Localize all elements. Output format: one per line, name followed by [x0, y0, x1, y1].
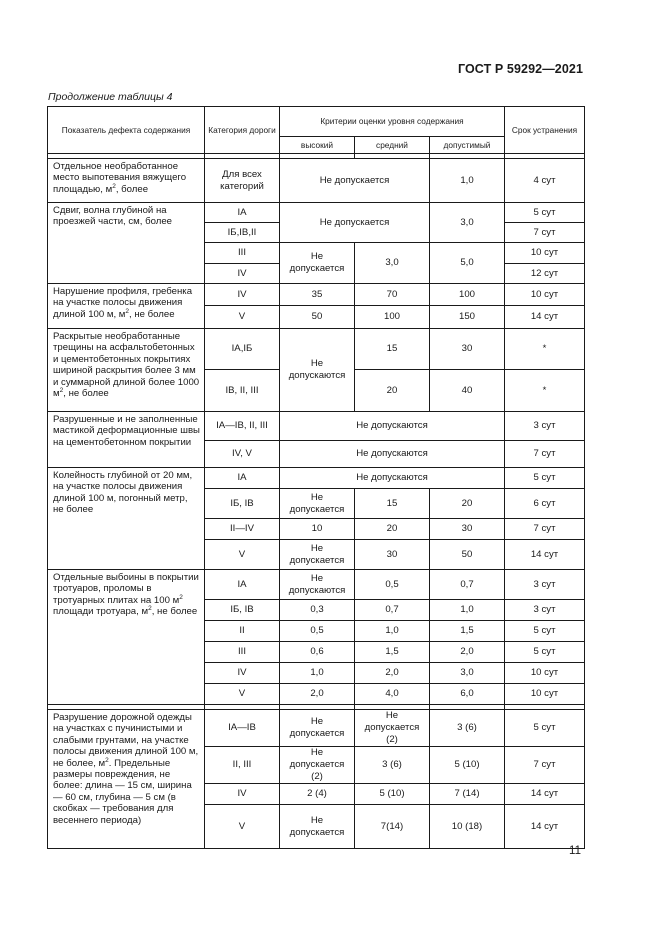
acceptable-cell: 5,0: [430, 243, 505, 284]
high-cell: 35: [280, 284, 355, 306]
category-cell: III: [205, 243, 280, 264]
medium-cell: 0,7: [355, 600, 430, 621]
category-cell: V: [205, 306, 280, 329]
term-cell: 14 сут: [505, 805, 585, 849]
high-cell: Не допускается: [280, 710, 355, 747]
medium-cell: 1,5: [355, 642, 430, 663]
acceptable-cell: 5 (10): [430, 747, 505, 784]
medium-cell: 20: [355, 519, 430, 540]
acceptable-cell: 3 (6): [430, 710, 505, 747]
acceptable-cell: 30: [430, 329, 505, 370]
high-cell: 1,0: [280, 663, 355, 684]
high-cell: Не допускаются: [280, 570, 355, 600]
category-cell: IБ,IB,II: [205, 223, 280, 243]
indicator-cell: Сдвиг, волна глубиной на проезжей части, см, более: [48, 203, 205, 284]
header-term: Срок устранения: [505, 107, 585, 154]
table-row: [48, 570, 585, 600]
category-cell: Для всех категорий: [205, 159, 280, 203]
medium-cell: Не допускается (2): [355, 710, 430, 747]
acceptable-cell: 20: [430, 489, 505, 519]
high-cell: 0,6: [280, 642, 355, 663]
table-row: [48, 159, 585, 203]
acceptable-cell: 10 (18): [430, 805, 505, 849]
term-cell: 7 сут: [505, 441, 585, 468]
category-cell: IA: [205, 468, 280, 489]
medium-cell: 70: [355, 284, 430, 306]
term-cell: 7 сут: [505, 747, 585, 784]
high-cell: 0,5: [280, 621, 355, 642]
acceptable-cell: 1,5: [430, 621, 505, 642]
table-row: [48, 329, 585, 370]
term-cell: 6 сут: [505, 489, 585, 519]
category-cell: IV: [205, 284, 280, 306]
acceptable-cell: 2,0: [430, 642, 505, 663]
category-cell: IV: [205, 264, 280, 284]
category-cell: IV: [205, 663, 280, 684]
acceptable-cell: 0,7: [430, 570, 505, 600]
table-row: [48, 284, 585, 306]
medium-cell: 3,0: [355, 243, 430, 284]
indicator-cell: Отдельное необработанное место выпотевания вяжущего площадью, $м^2$, более: [48, 159, 205, 203]
term-cell: 4 сут: [505, 159, 585, 203]
all-levels-cell: Не допускаются: [280, 441, 505, 468]
category-cell: V: [205, 540, 280, 570]
header-medium: средний: [355, 137, 430, 154]
acceptable-cell: 3,0: [430, 203, 505, 243]
category-cell: IБ, IB: [205, 600, 280, 621]
category-cell: IA: [205, 203, 280, 223]
category-cell: II—IV: [205, 519, 280, 540]
category-cell: II, III: [205, 747, 280, 784]
high-medium-cell: Не допускается: [280, 159, 430, 203]
high-cell: Не допускается: [280, 540, 355, 570]
acceptable-cell: 50: [430, 540, 505, 570]
header-category: Категория дороги: [205, 107, 280, 154]
medium-cell: 30: [355, 540, 430, 570]
category-cell: IB, II, III: [205, 370, 280, 412]
table-header-row: [48, 107, 585, 137]
medium-cell: 2,0: [355, 663, 430, 684]
category-cell: V: [205, 805, 280, 849]
term-cell: 14 сут: [505, 306, 585, 329]
page-number: 11: [569, 845, 581, 857]
defects-table: [47, 106, 585, 849]
term-cell: 10 сут: [505, 684, 585, 705]
acceptable-cell: 1,0: [430, 600, 505, 621]
medium-cell: 0,5: [355, 570, 430, 600]
medium-cell: 15: [355, 489, 430, 519]
medium-cell: 1,0: [355, 621, 430, 642]
table-continuation-caption: Продолжение таблицы 4: [48, 91, 173, 103]
term-cell: 10 сут: [505, 663, 585, 684]
term-cell: 3 сут: [505, 412, 585, 441]
medium-cell: 4,0: [355, 684, 430, 705]
medium-cell: 20: [355, 370, 430, 412]
term-cell: 5 сут: [505, 642, 585, 663]
medium-cell: 3 (6): [355, 747, 430, 784]
high-cell: Не допускается: [280, 489, 355, 519]
indicator-cell: Нарушение профиля, гребенка на участке полосы движения длиной 100 м, $м^2$, не более: [48, 284, 205, 329]
acceptable-cell: 1,0: [430, 159, 505, 203]
acceptable-cell: 100: [430, 284, 505, 306]
high-cell: Не допускается: [280, 805, 355, 849]
high-cell: Не допускается: [280, 243, 355, 284]
category-cell: V: [205, 684, 280, 705]
document-designation: ГОСТ Р 59292—2021: [457, 62, 583, 76]
high-cell: Не допускается (2): [280, 747, 355, 784]
term-cell: 3 сут: [505, 600, 585, 621]
category-cell: IБ, IB: [205, 489, 280, 519]
medium-cell: 100: [355, 306, 430, 329]
term-cell: 7 сут: [505, 519, 585, 540]
category-cell: III: [205, 642, 280, 663]
term-cell: 5 сут: [505, 621, 585, 642]
medium-cell: 7(14): [355, 805, 430, 849]
term-cell: *: [505, 370, 585, 412]
acceptable-cell: 7 (14): [430, 784, 505, 805]
indicator-cell: Отдельные выбоины в покрытии тротуаров, проломы в тротуарных плитах на 100 $м^2$ площади тротуара, $м^2$, не более: [48, 570, 205, 705]
category-cell: IV: [205, 784, 280, 805]
high-cell: 10: [280, 519, 355, 540]
indicator-cell: Колейность глубиной от 20 мм, на участке полосы движения длиной 100 м, погонный метр, не более: [48, 468, 205, 570]
term-cell: 5 сут: [505, 203, 585, 223]
header-high: высокий: [280, 137, 355, 154]
all-levels-cell: Не допускаются: [280, 468, 505, 489]
category-cell: IA: [205, 570, 280, 600]
table-row: [48, 710, 585, 747]
table-row: [48, 412, 585, 441]
term-cell: 7 сут: [505, 223, 585, 243]
indicator-cell: Разрушенные и не заполненные мастикой деформационные швы на цементобетонном покрытии: [48, 412, 205, 468]
indicator-cell: Разрушение дорожной одежды на участках с пучинистыми и слабыми грунтами, на участке полосы движения длиной 100 м, не более, $м^2$. Предельные размеры повреждения, не более: длина — 15 см, ширина — 60 см, глубина — 5 см (в скобках — требования для весеннего периода): [48, 710, 205, 849]
header-indicator: Показатель дефекта содержания: [48, 107, 205, 154]
indicator-cell: Раскрытые необработанные трещины на асфальтобетонных и цементобетонных покрытиях шириной раскрытия более 3 мм и суммарной длиной более 1000 $м^2$, не более: [48, 329, 205, 412]
header-acceptable: допустимый: [430, 137, 505, 154]
acceptable-cell: 30: [430, 519, 505, 540]
high-cell: Не допускаются: [280, 329, 355, 412]
high-cell: 50: [280, 306, 355, 329]
table-row: [48, 203, 585, 223]
high-cell: 2 (4): [280, 784, 355, 805]
category-cell: IA—IB: [205, 710, 280, 747]
acceptable-cell: 3,0: [430, 663, 505, 684]
term-cell: 5 сут: [505, 468, 585, 489]
term-cell: 3 сут: [505, 570, 585, 600]
high-cell: 0,3: [280, 600, 355, 621]
acceptable-cell: 150: [430, 306, 505, 329]
acceptable-cell: 40: [430, 370, 505, 412]
category-cell: II: [205, 621, 280, 642]
table-row: [48, 468, 585, 489]
term-cell: 14 сут: [505, 784, 585, 805]
category-cell: IA—IB, II, III: [205, 412, 280, 441]
term-cell: 14 сут: [505, 540, 585, 570]
term-cell: 12 сут: [505, 264, 585, 284]
term-cell: 10 сут: [505, 243, 585, 264]
medium-cell: 15: [355, 329, 430, 370]
category-cell: IV, V: [205, 441, 280, 468]
category-cell: IA,IБ: [205, 329, 280, 370]
high-cell: 2,0: [280, 684, 355, 705]
header-criteria: Критерии оценки уровня содержания: [280, 107, 505, 137]
term-cell: 10 сут: [505, 284, 585, 306]
all-levels-cell: Не допускаются: [280, 412, 505, 441]
term-cell: *: [505, 329, 585, 370]
high-medium-cell: Не допускается: [280, 203, 430, 243]
acceptable-cell: 6,0: [430, 684, 505, 705]
medium-cell: 5 (10): [355, 784, 430, 805]
term-cell: 5 сут: [505, 710, 585, 747]
